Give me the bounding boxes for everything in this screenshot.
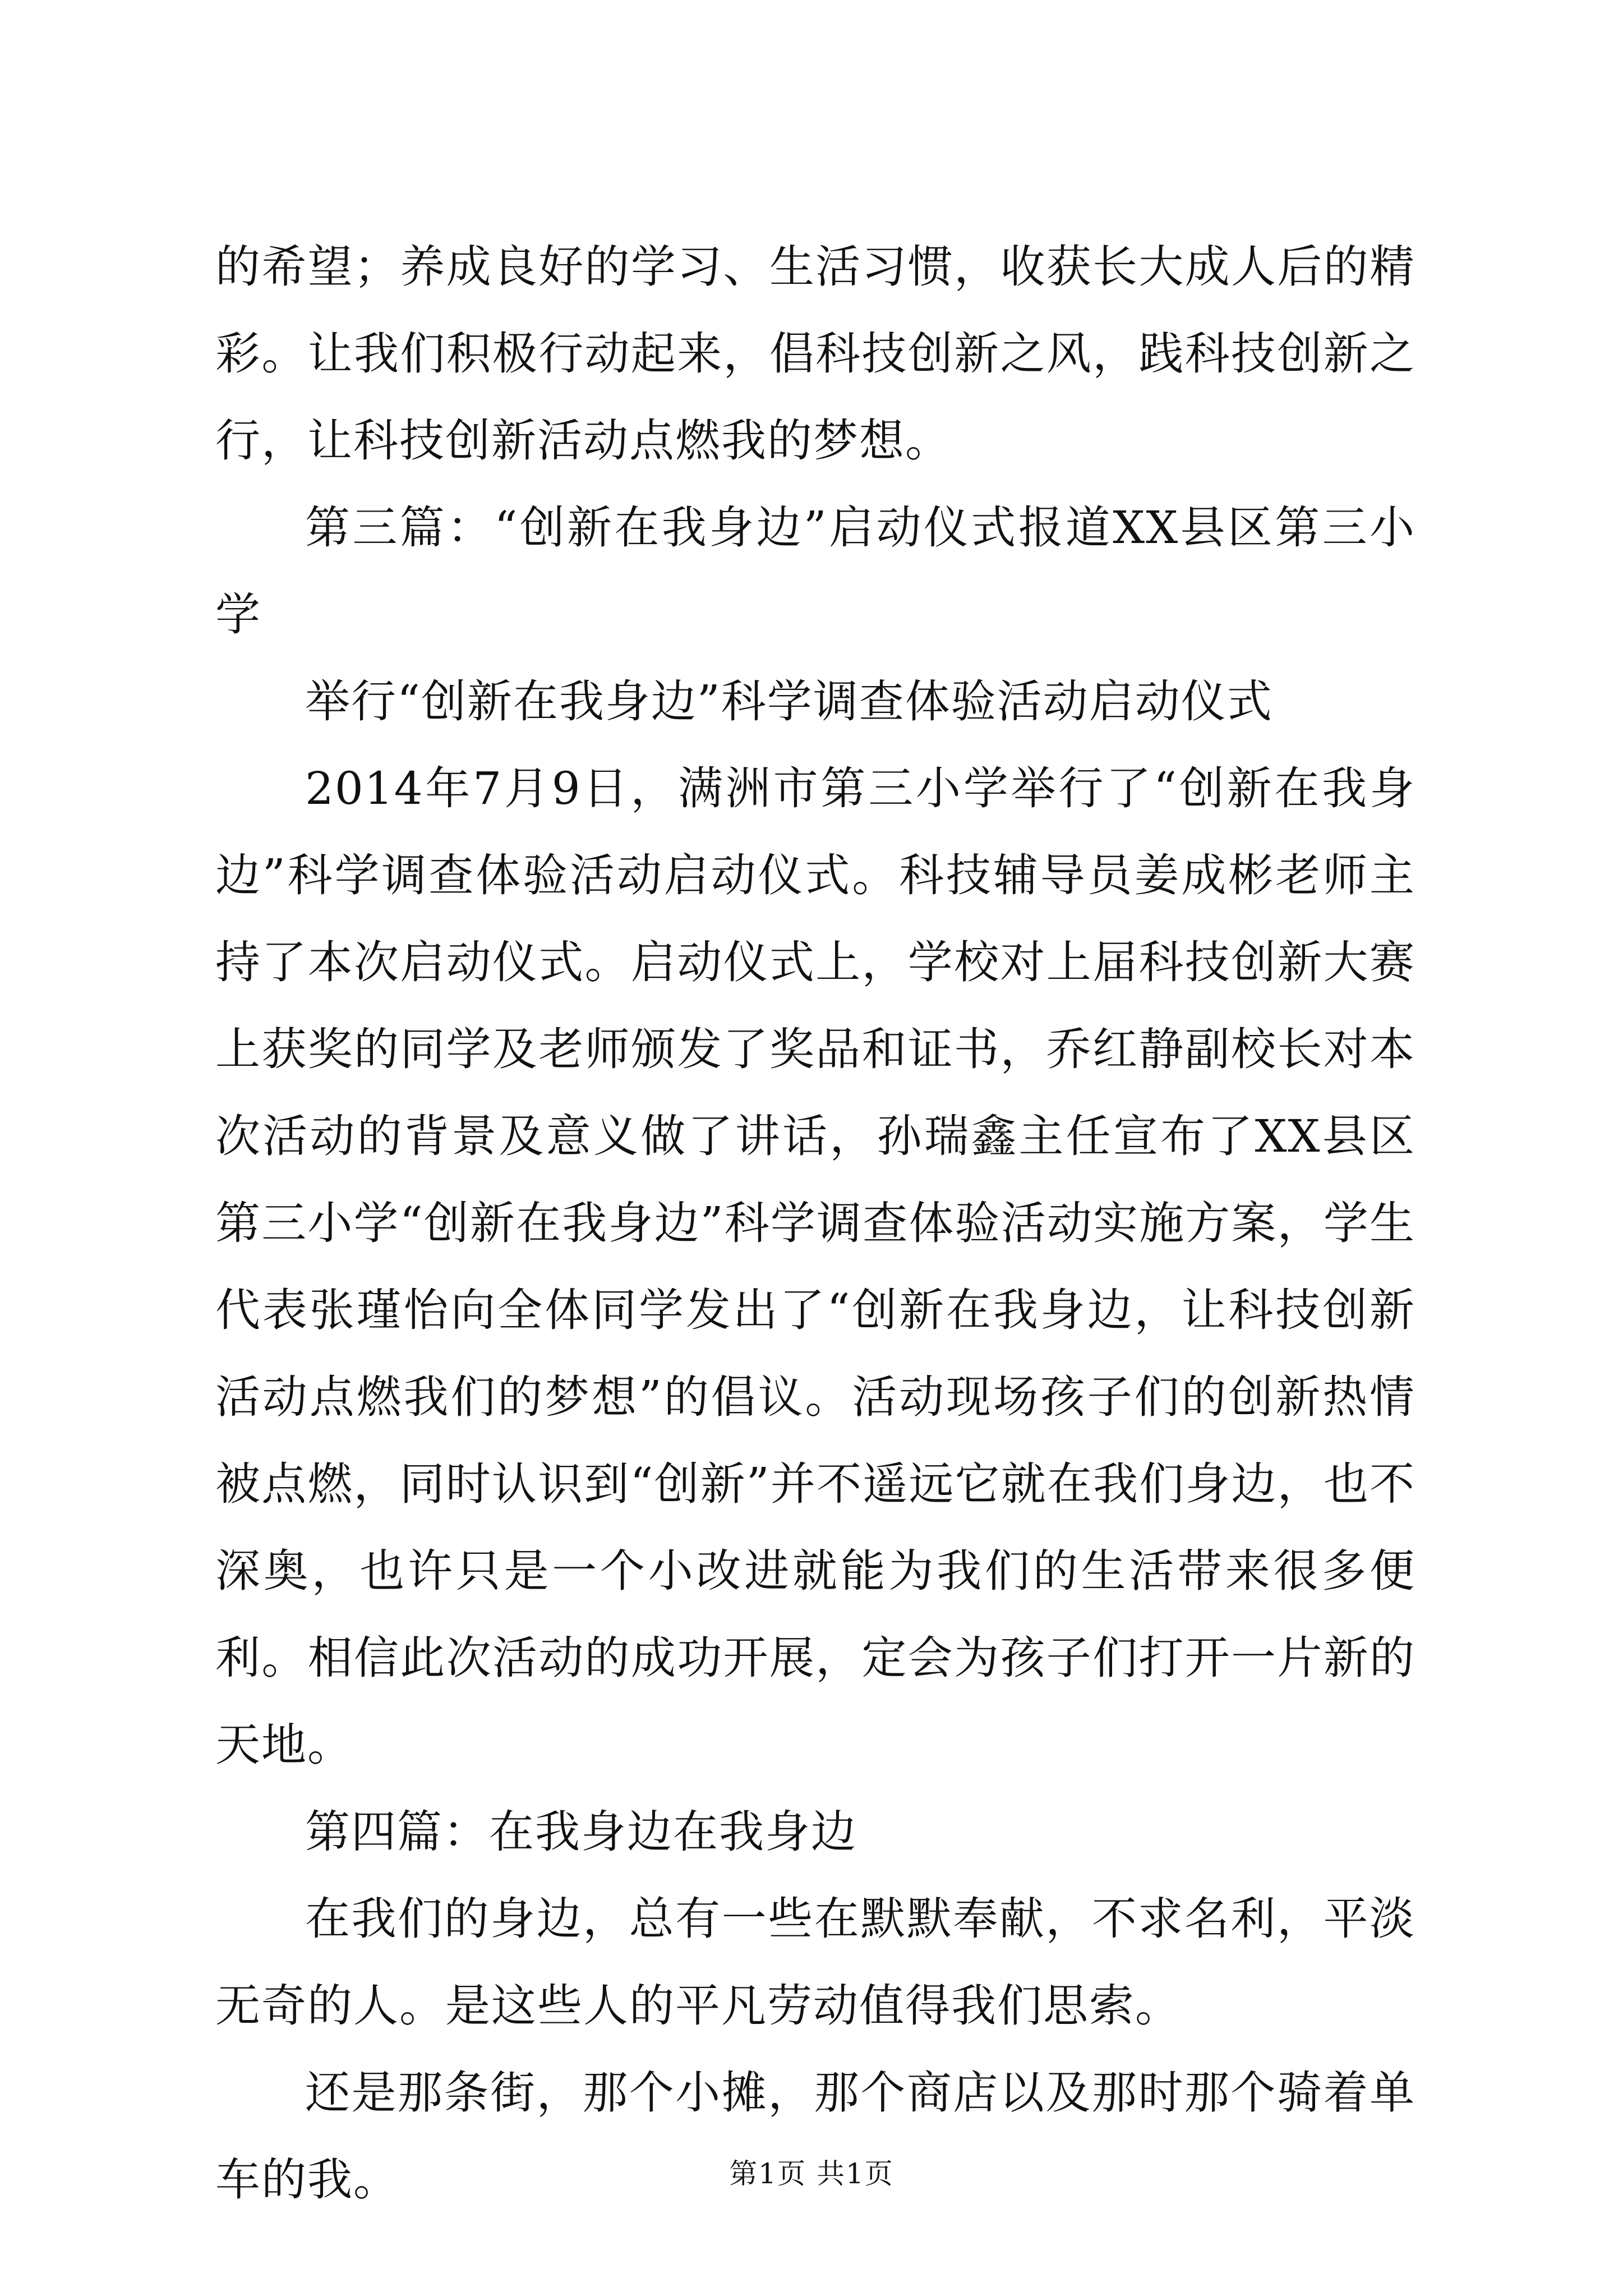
- paragraph-ordinary-people: 在我们的身边，总有一些在默默奉献，不求名利，平淡无奇的人。是这些人的平凡劳动值得我们思索。: [215, 1893, 1415, 2032]
- document-body: [215, 223, 1415, 2223]
- page-number-footer: 第1页 共1页: [729, 2157, 894, 2190]
- heading-part-three: 第三篇：“创新在我身边”启动仪式报道XX县区第三小学: [215, 501, 1415, 641]
- subheading-part-three: 举行“创新在我身边”科学调查体验活动启动仪式: [305, 675, 1273, 728]
- paragraph-street-memory: 还是那条街，那个小摊，那个商店以及那时那个骑着单车的我。: [215, 2067, 1415, 2206]
- paragraph-launch-report: 2014年7月9日，满洲市第三小学举行了“创新在我身边”科学调查体验活动启动仪式。科技辅导员姜成彬老师主持了本次启动仪式。启动仪式上，学校对上届科技创新大赛上获奖的同学及老师颁发了奖品和证书，乔红静副校长对本次活动的背景及意义做了讲话，孙瑞鑫主任宣布了XX县区第三小学“创新在我身边”科学调查体验活动实施方案，学生代表张瑾怡向全体同学发出了“创新在我身边，让科技创新活动点燃我们的梦想”的倡议。活动现场孩子们的创新热情被点燃，同时认识到“创新”并不遥远它就在我们身边，也不深奥，也许只是一个小改进就能为我们的生活带来很多便利。相信此次活动的成功开展，定会为孩子们打开一片新的天地。: [215, 762, 1415, 1771]
- paragraph-continuation: 的希望；养成良好的学习、生活习惯，收获长大成人后的精彩。让我们积极行动起来，倡科技创新之风，践科技创新之行，让科技创新活动点燃我的梦想。: [215, 241, 1415, 467]
- heading-part-four: 第四篇：在我身边在我身边: [305, 1806, 857, 1858]
